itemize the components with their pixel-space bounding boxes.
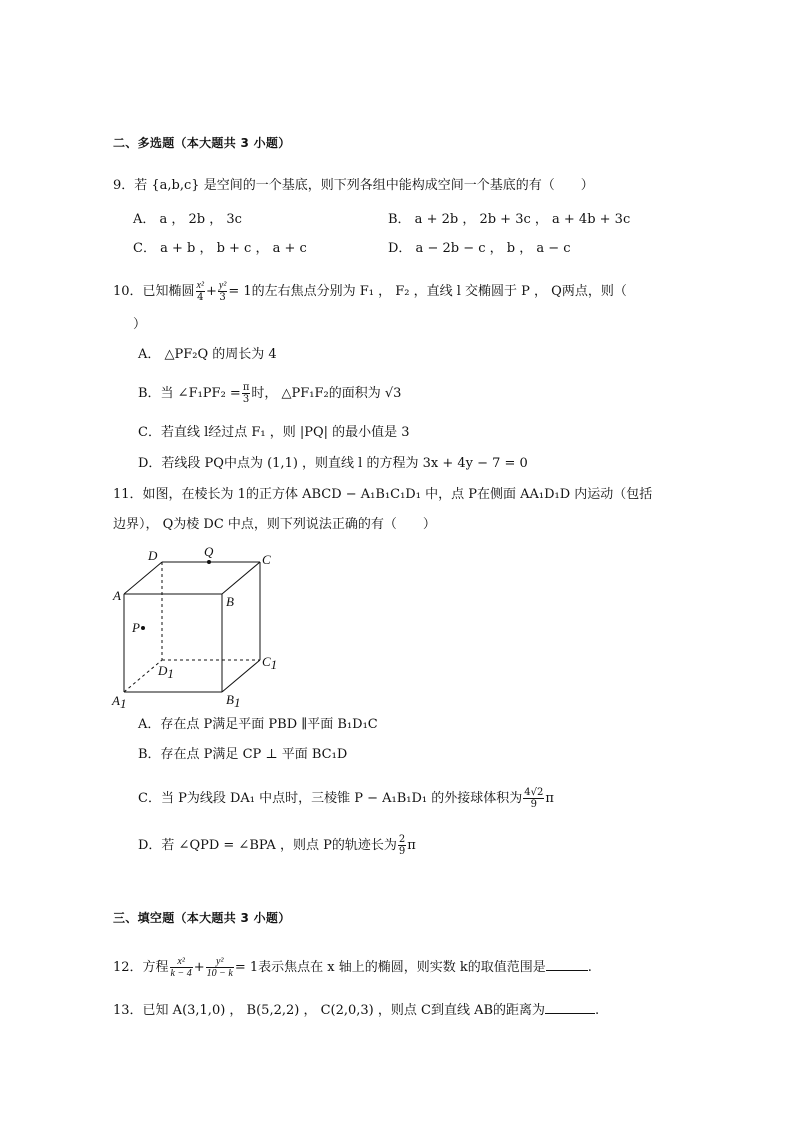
label-c1 xyxy=(262,654,277,672)
q11-option-d-pre: D．若 ∠QPD = ∠BPA ，则点 P的轨迹长为 xyxy=(138,838,397,853)
q10-frac2-den: 3 xyxy=(219,292,226,303)
q10-b-num: π xyxy=(242,382,250,393)
q12-num1: x² xyxy=(170,956,193,968)
label-d1-main: D xyxy=(158,663,168,678)
q11-option-d-fraction xyxy=(398,834,406,857)
q13-answer-blank[interactable] xyxy=(545,1001,595,1014)
q12-post: = 1表示焦点在 x 轴上的椭圆，则实数 k的取值范围是 xyxy=(234,960,546,975)
q10-b-den: 3 xyxy=(242,394,250,405)
label-a1 xyxy=(111,693,126,710)
q10-option-b[interactable] xyxy=(138,382,401,405)
q11-option-c-pre: C．当 P为线段 DA₁ 中点时，三棱锥 P − A₁B₁D₁ 的外接球体积为 xyxy=(138,791,523,806)
q13-end: . xyxy=(595,1003,600,1018)
edge-a1d1-hidden xyxy=(124,660,162,692)
q11-option-a[interactable]: A．存在点 P满足平面 PBD ∥平面 B₁D₁C xyxy=(138,717,378,732)
q9-option-d[interactable]: D． a − 2b − c ， b ， a − c xyxy=(388,241,571,256)
label-d: D xyxy=(148,548,158,563)
edge-b1c1 xyxy=(222,660,260,692)
q10-frac2-num: y² xyxy=(218,280,227,291)
q11-d-den: 9 xyxy=(398,846,406,857)
q13-stem xyxy=(113,1001,599,1020)
q10-option-d[interactable]: D．若线段 PQ中点为 (1,1) ，则直线 l 的方程为 3x + 4y − 7 = 0 xyxy=(138,456,528,471)
q10-plus: + xyxy=(205,284,217,299)
q10-stem-post: = 1的左右焦点分别为 F₁ ， F₂ ，直线 l 交椭圆于 P ， Q两点，则（ xyxy=(228,284,627,299)
q9-option-c[interactable]: C． a + b ， b + c ， a + c xyxy=(133,241,307,256)
q11-c-num: 4√2 xyxy=(524,787,544,798)
q10-option-b-fraction xyxy=(242,382,251,405)
q11-stem-line1: 11．如图，在棱长为 1的正方体 ABCD − A₁B₁C₁D₁ 中，点 P在侧面 AA₁D₁D 内运动（包括 xyxy=(113,487,653,502)
label-d1-sub: 1 xyxy=(167,666,174,681)
q11-option-b[interactable]: B．存在点 P满足 CP ⊥ 平面 BC₁D xyxy=(138,747,348,762)
q12-den1: k − 4 xyxy=(170,968,192,979)
q10-option-b-post: 时， △PF₁F₂的面积为 √3 xyxy=(251,386,402,401)
label-b1 xyxy=(226,692,240,710)
section-multi-choice-heading: 二、多选题（本大题共 3 小题） xyxy=(113,136,291,150)
q10-fraction-y xyxy=(218,280,227,303)
q12-plus: + xyxy=(193,960,205,975)
section-fill-blank-heading: 三、填空题（本大题共 3 小题） xyxy=(113,911,291,925)
label-q: Q xyxy=(204,544,214,559)
label-a1-sub: 1 xyxy=(119,696,127,710)
label-d1 xyxy=(157,663,174,681)
edge-bc xyxy=(222,562,260,594)
label-c1-sub: 1 xyxy=(270,657,278,672)
q10-option-c[interactable]: C．若直线 l经过点 F₁ ，则 |PQ| 的最小值是 3 xyxy=(138,425,410,440)
q12-end: . xyxy=(587,960,592,975)
label-p: P xyxy=(132,620,140,635)
q11-option-c-fraction xyxy=(523,787,544,810)
q11-option-c[interactable] xyxy=(138,787,554,810)
label-b1-sub: 1 xyxy=(233,695,241,710)
label-c1-main: C xyxy=(262,654,271,669)
label-a: A xyxy=(113,588,121,603)
q9-option-a[interactable]: A． a ， 2b ， 3c xyxy=(133,212,242,227)
q9-option-b[interactable]: B． a + 2b ， 2b + 3c ， a + 4b + 3c xyxy=(388,212,631,227)
q10-stem-pre: 10．已知椭圆 xyxy=(113,284,195,299)
label-b1-main: B xyxy=(226,692,234,707)
q10-option-b-pre: B．当 ∠F₁PF₂ = xyxy=(138,386,241,401)
q10-frac1-num: x² xyxy=(196,280,204,291)
label-a1-main: A xyxy=(112,693,120,708)
edge-ad xyxy=(124,562,162,594)
q10-frac1-den: 4 xyxy=(197,292,204,303)
q12-fraction-x xyxy=(170,956,193,979)
q11-option-d[interactable] xyxy=(138,834,416,857)
q11-option-d-post: π xyxy=(407,838,416,853)
q11-stem-line2: 边界）， Q为棱 DC 中点，则下列说法正确的有（ ） xyxy=(113,517,436,532)
point-q xyxy=(207,560,211,564)
q12-stem xyxy=(113,956,592,979)
q10-option-a[interactable]: A． △PF₂Q 的周长为 4 xyxy=(138,347,277,362)
q12-den2: 10 − k xyxy=(206,968,233,979)
q13-text: 13．已知 A(3,1,0) ， B(5,2,2) ， C(2,0,3) ，则点 C到直线 AB的距离为 xyxy=(113,1003,546,1018)
q12-pre: 12．方程 xyxy=(113,960,169,975)
q12-answer-blank[interactable] xyxy=(546,958,588,971)
q10-stem-cont: ） xyxy=(133,317,147,332)
q11-c-den: 9 xyxy=(530,799,538,810)
q10-fraction-x xyxy=(196,280,205,303)
label-c: C xyxy=(262,552,271,567)
q9-stem: 9．若 {a,b,c} 是空间的一个基底，则下列各组中能构成空间一个基底的有（ ） xyxy=(113,178,594,193)
cube-figure xyxy=(110,542,290,710)
q10-stem xyxy=(113,280,627,303)
point-p xyxy=(141,626,145,630)
q12-num2: y² xyxy=(206,956,234,968)
q12-fraction-y xyxy=(206,956,234,979)
label-b: B xyxy=(226,594,234,609)
q11-d-num: 2 xyxy=(398,834,406,845)
q11-option-c-post: π xyxy=(545,791,554,806)
